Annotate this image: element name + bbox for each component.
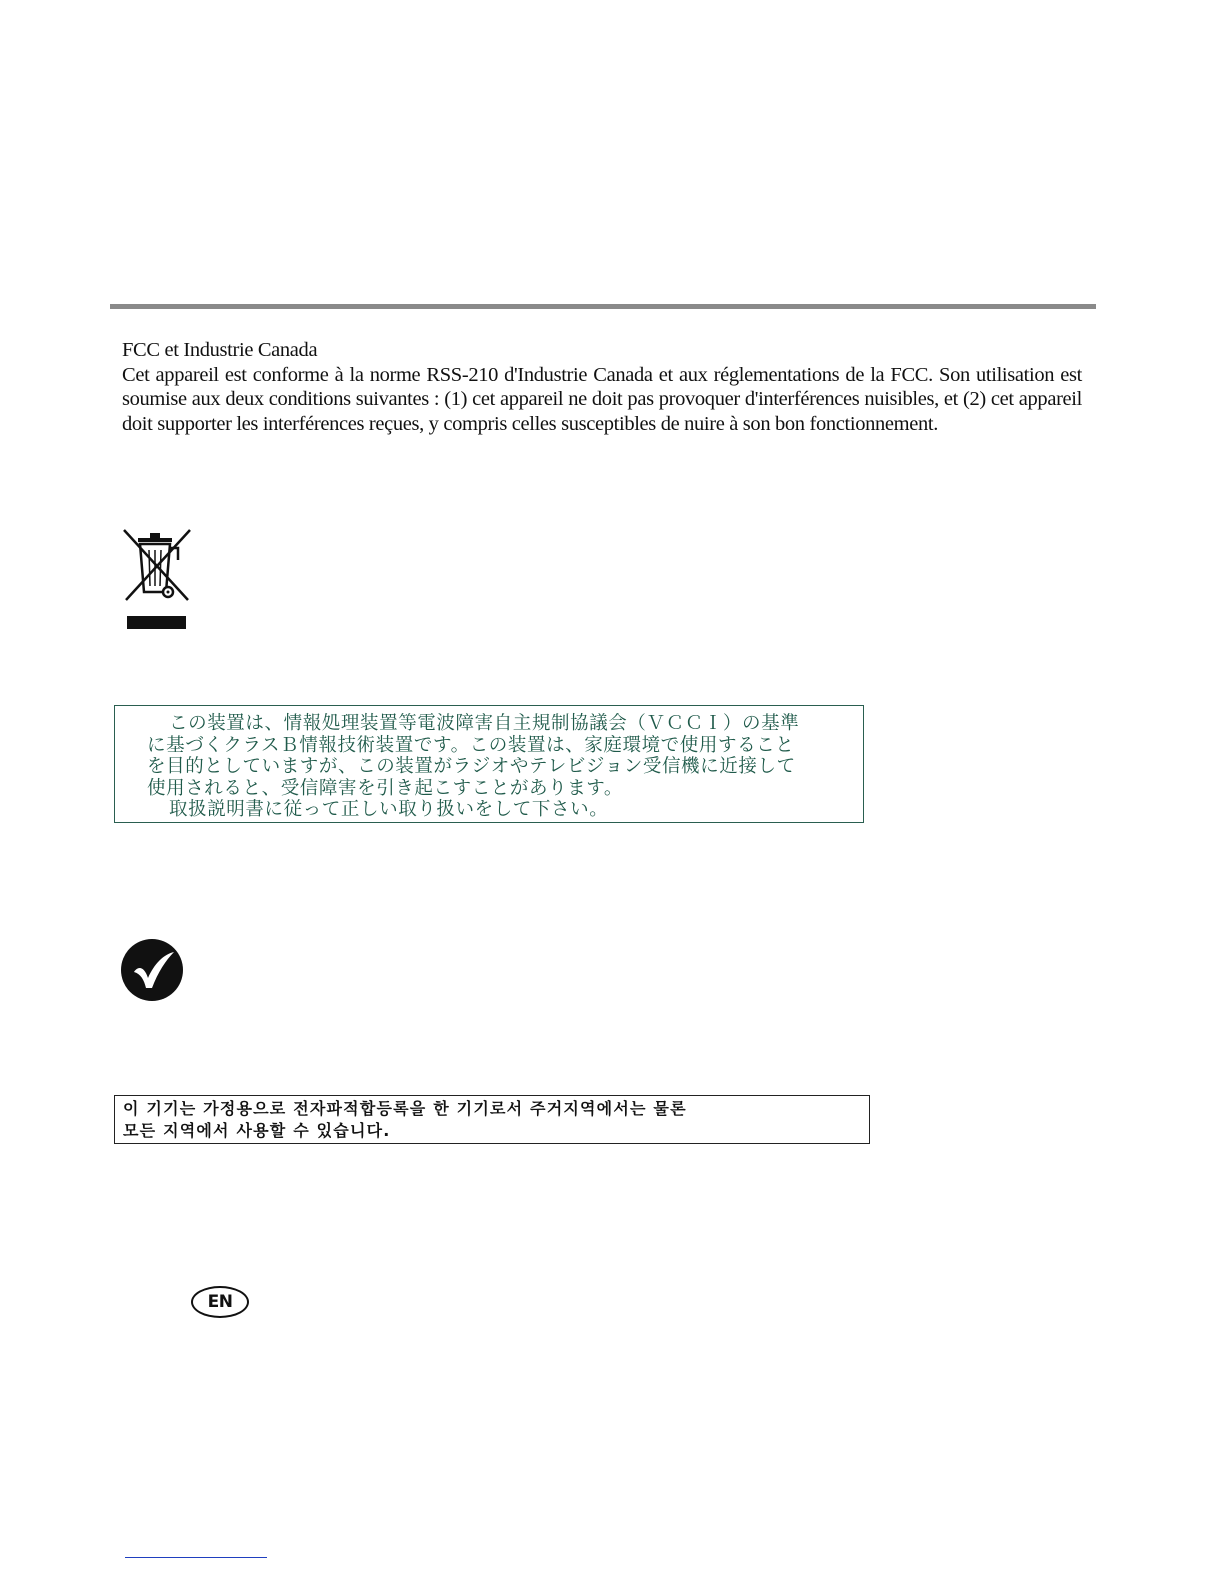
fcc-canada-body: Cet appareil est conforme à la norme RSS-210 d'Industrie Canada et aux réglementations de la FCC. Son utilisation est soumise aux deux conditions suivantes : (1) cet appareil ne doit pas provoquer d'interférences nuisibles, et (2) cet appareil doit supporter les interférences reçues, y compris celles susceptibles de nuire à son bon fonctionnement.: [122, 363, 1082, 435]
korea-line: 이 기기는 가정용으로 전자파적합등록을 한 기기로서 주거지역에서는 물론: [123, 1099, 687, 1118]
vcci-line: 使用されると、受信障害を引き起こすことがあります。: [147, 777, 624, 799]
vcci-line: を目的としていますが、この装置がラジオやテレビジョン受信機に近接して: [147, 756, 796, 777]
language-badge: EN: [191, 1286, 249, 1318]
fcc-industry-canada-notice: [122, 338, 1082, 436]
footer-link-underline[interactable]: [125, 1557, 267, 1558]
korea-notice-box: [114, 1095, 870, 1144]
crossed-out-wheelie-bin-icon: [120, 526, 196, 632]
section-divider: [110, 304, 1096, 309]
c-tick-mark-icon: [120, 938, 184, 1002]
vcci-line: 取扱説明書に従って正しい取り扱いをして下さい。: [169, 799, 609, 820]
vcci-line: に基づくクラスＢ情報技術装置です。この装置は、家庭環境で使用すること: [147, 734, 795, 756]
vcci-line: この装置は、情報処理装置等電波障害自主規制協議会（ＶＣＣＩ）の基準: [169, 713, 800, 734]
fcc-canada-title: FCC et Industrie Canada: [122, 339, 318, 361]
korea-line: 모든 지역에서 사용할 수 있습니다.: [123, 1121, 391, 1140]
vcci-notice-box: [114, 705, 864, 823]
